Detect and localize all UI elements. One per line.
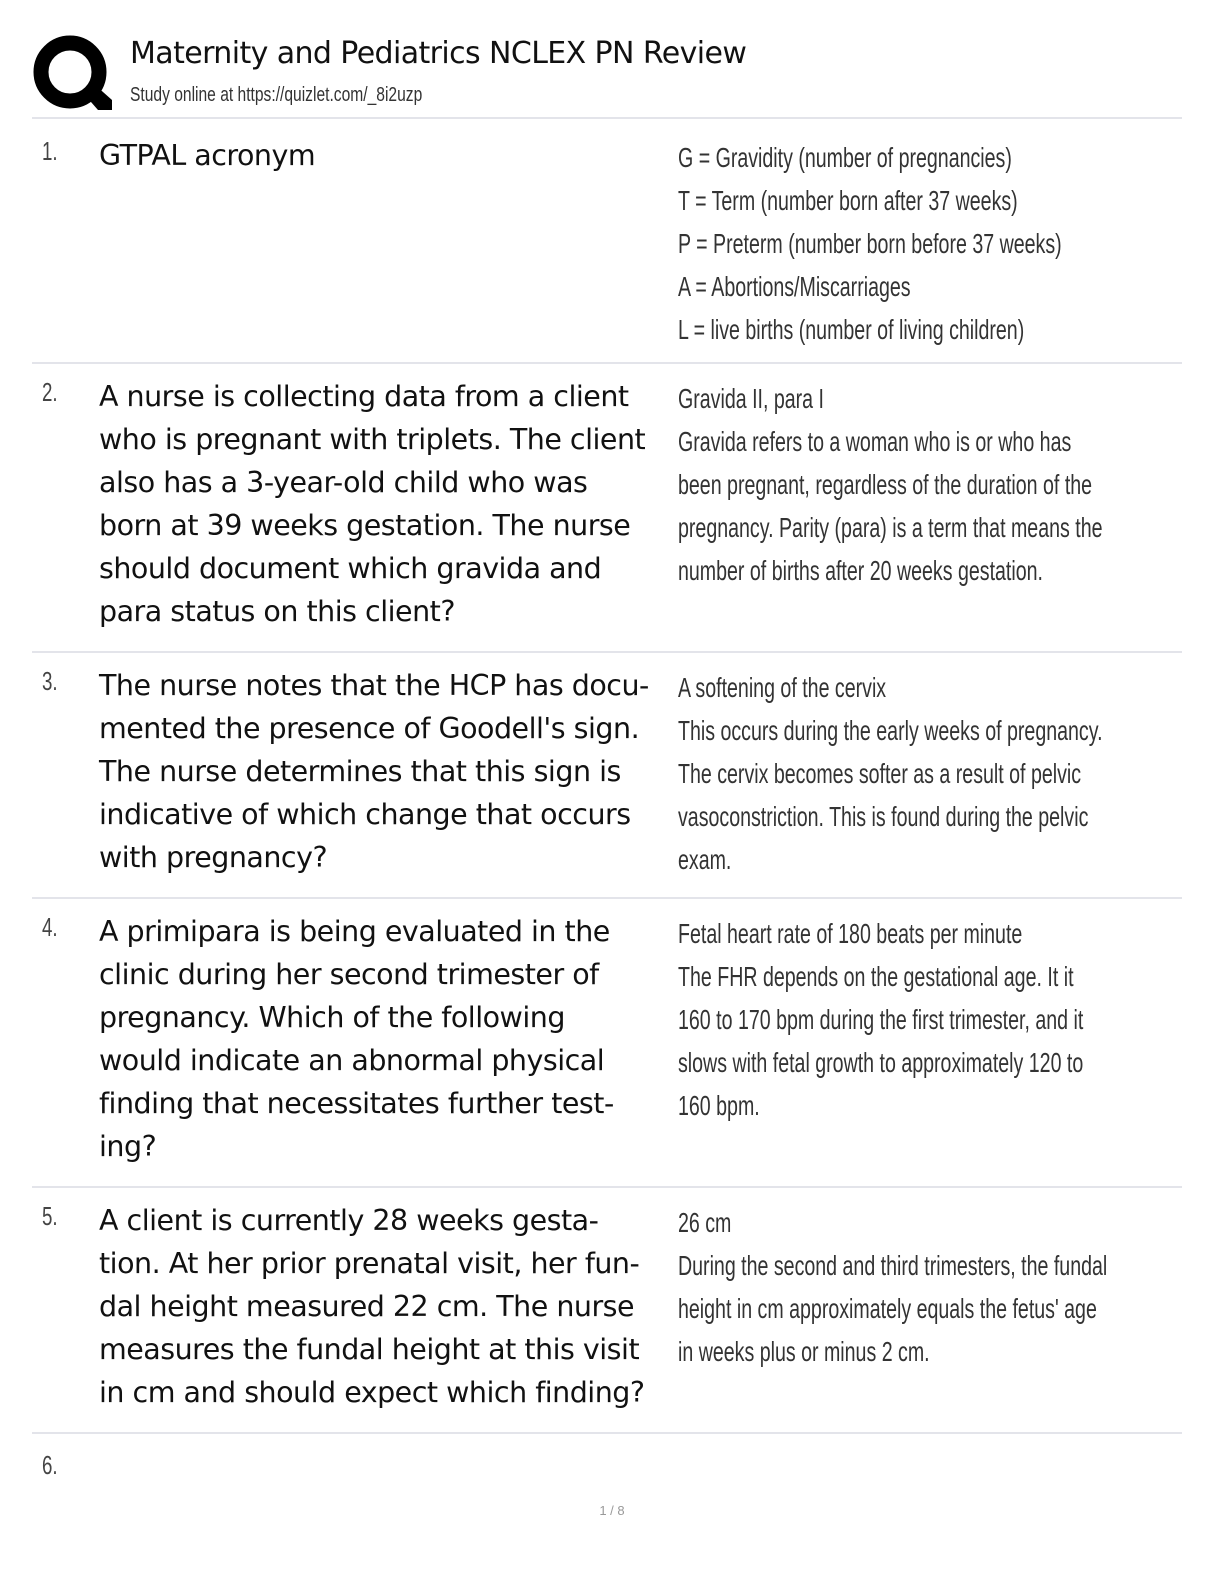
question-line: pregnancy. Which of the following	[99, 1001, 565, 1034]
answer-line: The cervix becomes softer as a result of pelvic	[678, 758, 1082, 789]
answer-line: height in cm approximately equals the fetus' age	[678, 1293, 1097, 1324]
answer-line: P = Preterm (number born before 37 weeks)	[678, 228, 1062, 259]
document-header	[32, 34, 1182, 118]
divider	[32, 897, 1182, 899]
answer-line: Gravida refers to a woman who is or who has	[678, 426, 1072, 457]
document-title: Maternity and Pediatrics NCLEX PN Review	[130, 36, 747, 71]
answer-line: T = Term (number born after 37 weeks)	[678, 185, 1018, 216]
study-online-link[interactable]: Study online at https://quizlet.com/_8i2uzp	[130, 84, 423, 106]
question-line: should document which gravida and	[99, 552, 602, 585]
question-line: finding that necessitates further test-	[99, 1087, 614, 1120]
answer-line: pregnancy. Parity (para) is a term that means the	[678, 512, 1103, 543]
card-question	[99, 664, 679, 879]
question-line: would indicate an abnormal physical	[99, 1044, 605, 1077]
answer-line: A = Abortions/Miscarriages	[678, 271, 911, 302]
answer-line: A softening of the cervix	[678, 672, 887, 703]
page-indicator: 1 / 8	[599, 1503, 625, 1518]
answer-line: been pregnant, regardless of the duration of the	[678, 469, 1093, 500]
question-line: who is pregnant with triplets. The client	[99, 423, 646, 456]
answer-line: slows with fetal growth to approximately 120 to	[678, 1047, 1084, 1078]
quizlet-q-logo-icon	[32, 34, 112, 114]
answer-line: 26 cm	[678, 1207, 732, 1238]
answer-line: 160 to 170 bpm during the first trimester, and it	[678, 1004, 1084, 1035]
answer-line: in weeks plus or minus 2 cm.	[678, 1336, 930, 1367]
question-line: born at 39 weeks gestation. The nurse	[99, 509, 631, 542]
question-line: The nurse determines that this sign is	[99, 755, 621, 788]
question-line: tion. At her prior prenatal visit, her fun-	[99, 1247, 640, 1280]
answer-line: exam.	[678, 844, 732, 875]
question-line: A nurse is collecting data from a client	[99, 380, 629, 413]
divider	[32, 651, 1182, 653]
question-line: dal height measured 22 cm. The nurse	[99, 1290, 635, 1323]
card-question	[99, 375, 679, 633]
question-line: A primipara is being evaluated in the	[99, 915, 610, 948]
card-answer	[678, 377, 1168, 592]
card-question	[99, 910, 679, 1168]
question-line: measures the fundal height at this visit	[99, 1333, 640, 1366]
answer-line: 160 bpm.	[678, 1090, 760, 1121]
card-number: 5.	[42, 1201, 58, 1231]
card-number: 2.	[42, 377, 58, 407]
answer-line: Fetal heart rate of 180 beats per minute	[678, 918, 1023, 949]
card-answer	[678, 912, 1168, 1127]
question-line: ing?	[99, 1130, 157, 1163]
answer-line: The FHR depends on the gestational age. It it	[678, 961, 1074, 992]
question-line: with pregnancy?	[99, 841, 328, 874]
answer-line: L = live births (number of living children)	[678, 314, 1025, 345]
answer-line: Gravida II, para I	[678, 383, 824, 414]
divider	[32, 117, 1182, 119]
card-number: 3.	[42, 666, 58, 696]
answer-line: number of births after 20 weeks gestation.	[678, 555, 1043, 586]
answer-line: This occurs during the early weeks of pregnancy.	[678, 715, 1103, 746]
card-number: 6.	[42, 1450, 58, 1480]
question-line: indicative of which change that occurs	[99, 798, 631, 831]
card-answer	[678, 666, 1168, 881]
question-line: mented the presence of Goodell's sign.	[99, 712, 640, 745]
card-question	[99, 1199, 679, 1414]
answer-line: vasoconstriction. This is found during the pelvic	[678, 801, 1089, 832]
card-number: 4.	[42, 912, 58, 942]
question-line: in cm and should expect which finding?	[99, 1376, 645, 1409]
card-answer	[678, 136, 1168, 351]
card-question	[99, 134, 679, 177]
question-line: also has a 3-year-old child who was	[99, 466, 588, 499]
question-line: The nurse notes that the HCP has docu-	[99, 669, 649, 702]
card-number: 1.	[42, 136, 58, 166]
divider	[32, 362, 1182, 364]
answer-line: G = Gravidity (number of pregnancies)	[678, 142, 1012, 173]
question-line: para status on this client?	[99, 595, 455, 628]
card-answer	[678, 1201, 1168, 1373]
answer-line: During the second and third trimesters, the fundal	[678, 1250, 1108, 1281]
divider	[32, 1186, 1182, 1188]
question-line: GTPAL acronym	[99, 139, 316, 172]
divider	[32, 1432, 1182, 1434]
question-line: A client is currently 28 weeks gesta-	[99, 1204, 599, 1237]
question-line: clinic during her second trimester of	[99, 958, 599, 991]
